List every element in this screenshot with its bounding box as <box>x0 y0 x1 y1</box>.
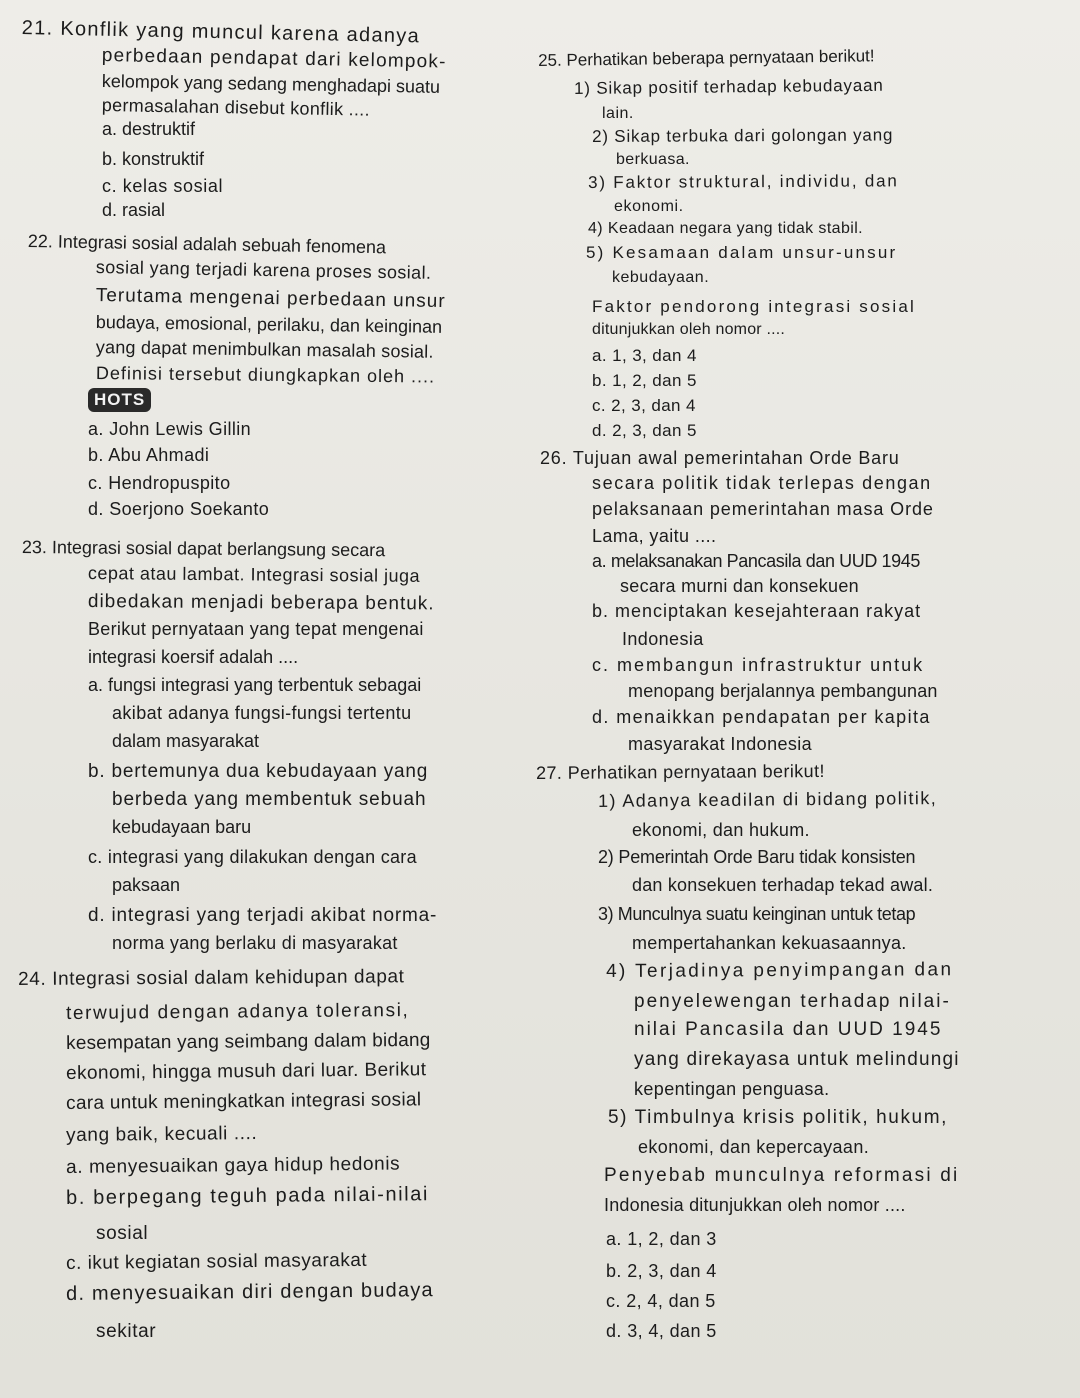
q23-line: 23. Integrasi sosial dapat berlangsung secara <box>21 537 386 561</box>
q27-line: dan konsekuen terhadap tekad awal. <box>632 875 934 895</box>
q23-line: dibedakan menjadi beberapa bentuk. <box>87 591 435 615</box>
q26-line: Lama, yaitu .... <box>592 526 717 546</box>
q25-item: 3) Faktor struktural, individu, dan <box>587 171 899 192</box>
q22-option-b: b. Abu Ahmadi <box>88 445 210 465</box>
q22-line: 22. Integrasi sosial adalah sebuah fenomena <box>27 231 387 258</box>
q23-line: cepat atau lambat. Integrasi sosial juga <box>87 563 421 586</box>
q21-option-d: d. rasial <box>102 200 166 220</box>
q24-line: cara untuk meningkatkan integrasi sosial <box>65 1089 422 1114</box>
q26-line: pelaksanaan pemerintahan masa Orde <box>592 499 934 519</box>
q23-line: kebudayaan baru <box>112 817 252 837</box>
q23-option-d: d. integrasi yang terjadi akibat norma- <box>88 905 438 926</box>
q25-line: ditunjukkan oleh nomor .... <box>592 321 786 338</box>
q23-line: paksaan <box>112 875 181 895</box>
q26-option-a: a. melaksanakan Pancasila dan UUD 1945 <box>592 551 921 571</box>
q24-option-b: b. berpegang teguh pada nilai-nilai <box>65 1183 430 1209</box>
q26-line: masyarakat Indonesia <box>628 734 813 754</box>
q22-line: sosial yang terjadi karena proses sosial. <box>95 257 432 283</box>
q21-option-c: c. kelas sosial <box>102 176 224 196</box>
q27-line: kepentingan penguasa. <box>634 1079 830 1099</box>
q27-item: 3) Munculnya suatu keinginan untuk tetap <box>598 904 916 924</box>
q27-line: yang direkayasa untuk melindungi <box>634 1049 960 1070</box>
q21-line: permasalahan disebut konflik .... <box>101 95 371 120</box>
q25-option-b: b. 1, 2, dan 5 <box>592 371 697 390</box>
q22-line: Terutama mengenai perbedaan unsur <box>95 285 446 313</box>
q25-line: Faktor pendorong integrasi sosial <box>592 297 916 316</box>
q27-line: Penyebab munculnya reformasi di <box>604 1165 960 1186</box>
q23-line: integrasi koersif adalah .... <box>88 647 299 667</box>
q27-line: 27. Perhatikan pernyataan berikut! <box>535 760 825 783</box>
q22-line: budaya, emosional, perilaku, dan keinginan <box>95 312 443 337</box>
q27-item: 2) Pemerintah Orde Baru tidak konsisten <box>598 847 916 867</box>
q26-line: 26. Tujuan awal pemerintahan Orde Baru <box>540 448 900 468</box>
q24-line: yang baik, kecuali .... <box>65 1122 258 1146</box>
q25-item: 4) Keadaan negara yang tidak stabil. <box>588 220 864 237</box>
q26-option-d: d. menaikkan pendapatan per kapita <box>592 707 931 727</box>
q26-line: Indonesia <box>622 629 704 649</box>
q23-line: dalam masyarakat <box>112 731 260 751</box>
q25-option-c: c. 2, 3, dan 4 <box>592 396 696 415</box>
q25-line: kebudayaan. <box>612 269 710 286</box>
q26-line: menopang berjalannya pembangunan <box>628 681 938 701</box>
q25-option-a: a. 1, 3, dan 4 <box>592 346 697 365</box>
q25-line: 25. Perhatikan beberapa pernyataan berikut! <box>537 46 875 70</box>
q21-line: 21. Konflik yang muncul karena adanya <box>21 17 421 48</box>
q27-item: 4) Terjadinya penyimpangan dan <box>605 959 954 982</box>
q27-option-a: a. 1, 2, dan 3 <box>606 1229 717 1249</box>
q21-line: kelompok yang sedang menghadapi suatu <box>101 71 441 97</box>
q23-option-b: b. bertemunya dua kebudayaan yang <box>88 761 429 782</box>
q27-line: mempertahankan kekuasaannya. <box>632 933 907 953</box>
q27-item: 1) Adanya keadilan di bidang politik, <box>597 788 938 811</box>
q27-line: penyelewengan terhadap nilai- <box>634 991 951 1012</box>
q26-line: secara politik tidak terlepas dengan <box>592 473 932 493</box>
q24-line: 24. Integrasi sosial dalam kehidupan dapat <box>17 966 405 990</box>
q24-option-a: a. menyesuaikan gaya hidup hedonis <box>65 1153 401 1178</box>
q22-option-c: c. Hendropuspito <box>88 473 231 493</box>
q27-option-c: c. 2, 4, dan 5 <box>606 1291 716 1311</box>
q26-option-b: b. menciptakan kesejahteraan rakyat <box>592 601 922 621</box>
q25-line: berkuasa. <box>616 151 690 168</box>
hots-badge: HOTS <box>88 388 151 412</box>
q22-line: yang dapat menimbulkan masalah sosial. <box>95 337 434 362</box>
q24-option-d: d. menyesuaikan diri dengan budaya <box>65 1279 434 1305</box>
q27-line: nilai Pancasila dan UUD 1945 <box>634 1019 943 1040</box>
q25-item: 2) Sikap terbuka dari golongan yang <box>591 125 894 146</box>
q25-item: 1) Sikap positif terhadap kebudayaan <box>573 75 884 98</box>
q25-option-d: d. 2, 3, dan 5 <box>592 421 697 440</box>
q26-line: secara murni dan konsekuen <box>620 576 859 596</box>
q27-option-d: d. 3, 4, dan 5 <box>606 1321 717 1341</box>
q23-option-a: a. fungsi integrasi yang terbentuk sebagai <box>88 675 422 695</box>
q22-option-d: d. Soerjono Soekanto <box>88 499 270 519</box>
q25-line: ekonomi. <box>614 198 684 215</box>
q23-line: norma yang berlaku di masyarakat <box>112 933 398 953</box>
q23-line: berbeda yang membentuk sebuah <box>112 789 427 810</box>
q23-line: akibat adanya fungsi-fungsi tertentu <box>112 703 412 723</box>
q25-item: 5) Kesamaan dalam unsur-unsur <box>586 243 898 262</box>
q21-option-a: a. destruktif <box>102 119 196 139</box>
q27-line: ekonomi, dan hukum. <box>632 820 810 840</box>
q23-line: Berikut pernyataan yang tepat mengenai <box>88 619 424 639</box>
q27-option-b: b. 2, 3, dan 4 <box>606 1261 717 1281</box>
q24-option-c: c. ikut kegiatan sosial masyarakat <box>65 1249 368 1274</box>
q23-option-c: c. integrasi yang dilakukan dengan cara <box>88 847 417 867</box>
q21-option-b: b. konstruktif <box>102 149 205 169</box>
q27-line: Indonesia ditunjukkan oleh nomor .... <box>604 1195 906 1215</box>
q22-line: Definisi tersebut diungkapkan oleh .... <box>95 363 436 387</box>
q27-line: ekonomi, dan kepercayaan. <box>638 1137 870 1157</box>
q24-line: sosial <box>96 1223 149 1244</box>
q24-line: ekonomi, hingga musuh dari luar. Berikut <box>65 1059 427 1084</box>
q24-line: terwujud dengan adanya toleransi, <box>65 1000 410 1024</box>
q24-line: kesempatan yang seimbang dalam bidang <box>65 1029 431 1054</box>
q22-option-a: a. John Lewis Gillin <box>88 419 252 439</box>
q27-item: 5) Timbulnya krisis politik, hukum, <box>608 1107 949 1128</box>
q25-line: lain. <box>602 105 634 122</box>
q26-option-c: c. membangun infrastruktur untuk <box>592 655 925 675</box>
q24-line: sekitar <box>96 1321 157 1342</box>
q21-line: perbedaan pendapat dari kelompok- <box>101 45 447 73</box>
